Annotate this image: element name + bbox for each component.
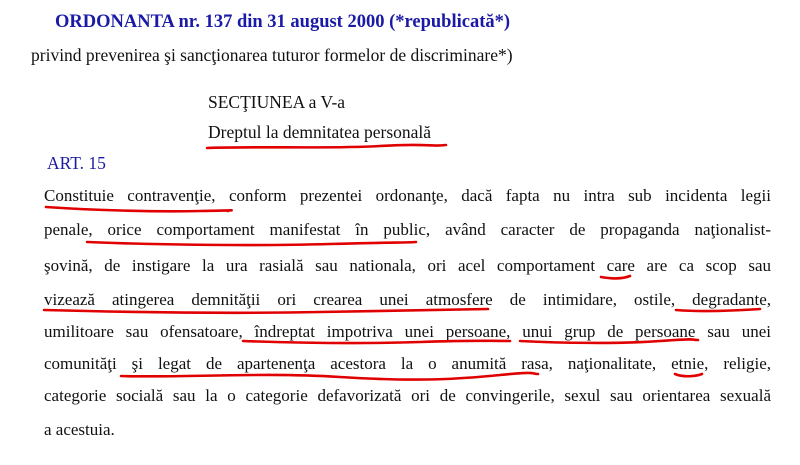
article-body-line: penale, orice comportament manifestat în public, având caracter de propaganda naţionalist- [44,220,771,239]
article-body-line: vizează atingerea demnităţii ori crearea unei atmosfere de intimidare, ostile, degradante, [44,290,771,309]
article-body-line: a acestuia. [44,420,115,439]
article-heading: ART. 15 [47,153,106,173]
article-body-line: comunităţi şi legat de apartenenţa acestora la o anumită rasa, naţionalitate, etnie, religie, [44,354,771,373]
red-underline [601,276,630,278]
document-title: ORDONANTA nr. 137 din 31 august 2000 (*republicată*) [55,12,511,32]
section-title: Dreptul la demnitatea personală [208,122,432,142]
document-subtitle: privind prevenirea şi sancţionarea tuturor formelor de discriminare*) [31,45,513,65]
red-underline [675,374,702,376]
red-underline [87,242,416,245]
article-body-line: şovină, de instigare la ura rasială sau nationala, ori acel comportament care are ca scop sau [44,256,771,275]
article-body-line: Constituie contravenţie, conform prezentei ordonanţe, dacă fapta nu intra sub incidenta legii [44,186,771,205]
section-heading: SECŢIUNEA a V-a [208,92,346,112]
red-underline [46,207,232,211]
article-body-line: umilitoare sau ofensatoare, îndreptat impotriva unei persoane, unui grup de persoane sau unei [44,322,771,341]
red-underline [207,145,446,148]
article-body-line: categorie socială sau la o categorie defavorizată ori de convingerile, sexul sau orientarea sexuală [44,386,771,405]
